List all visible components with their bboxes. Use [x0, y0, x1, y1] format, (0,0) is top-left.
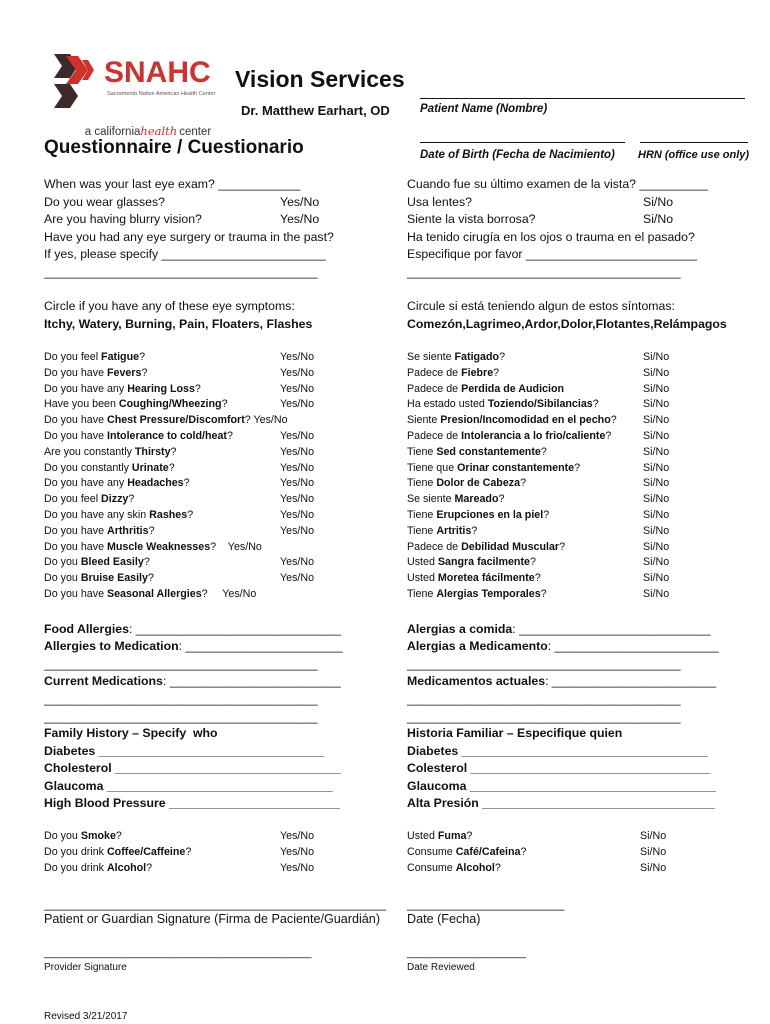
question-text: Consume: [407, 845, 456, 858]
question-text: Tiene que: [407, 461, 458, 474]
allergy-label: Medicamentos actuales: [407, 674, 546, 688]
question-text: Do you: [44, 572, 81, 585]
family-history-field[interactable]: High Blood Pressure _________________________: [44, 796, 341, 811]
question-text: Padece de: [407, 382, 462, 395]
question-text: Do you feel: [44, 351, 102, 363]
answer-option[interactable]: Si/No: [643, 509, 670, 521]
answer-option[interactable]: Si/No: [643, 461, 670, 474]
question-row: [44, 540, 262, 556]
question-text: Usted: [407, 572, 438, 585]
family-history-field[interactable]: Glaucoma _________________________________: [44, 778, 333, 793]
question-term: Hearing Loss: [127, 382, 195, 395]
question-text: Se siente: [407, 493, 455, 506]
allergy-field[interactable]: ________________________________________: [407, 657, 681, 671]
question-text: Tiene: [407, 509, 437, 521]
question-term: Headaches: [127, 477, 184, 490]
question-text: Consume: [407, 861, 456, 874]
question-row: [44, 861, 152, 877]
question-end[interactable]: ?: [543, 509, 550, 521]
question-end[interactable]: ?: [520, 477, 527, 490]
allergy-row[interactable]: [44, 638, 343, 656]
answer-option[interactable]: Si/No: [643, 524, 670, 537]
question-row: [407, 587, 547, 603]
question-end[interactable]: ?: [605, 430, 612, 442]
question-row: [407, 445, 547, 461]
intro-question: Especifique por favor _________________________: [407, 247, 697, 262]
question-term: Fatigue: [101, 351, 140, 363]
family-history-field[interactable]: Diabetes ____________________________________: [407, 743, 708, 758]
hrn-label: HRN (office use only): [638, 149, 750, 161]
answer-option[interactable]: Yes/No: [280, 572, 315, 585]
question-end[interactable]: ?: [148, 524, 155, 537]
answer-option[interactable]: Yes/No: [280, 861, 315, 874]
question-term: Café/Cafeina: [455, 845, 521, 858]
question-end[interactable]: ?: [185, 845, 192, 858]
question-text: Are you constantly: [44, 445, 135, 458]
question-row: [407, 829, 472, 845]
question-term: Orinar constantemente: [457, 461, 575, 474]
question-term: Mareado: [454, 493, 499, 506]
allergy-field[interactable]: ________________________________________: [407, 692, 681, 706]
question-text: Do you have any skin: [44, 509, 150, 521]
intro-question: Cuando fue su último examen de la vista? __________: [407, 177, 708, 191]
question-end[interactable]: ?: [194, 382, 201, 395]
allergy-row[interactable]: [44, 691, 318, 709]
question-end[interactable]: ?: [471, 524, 478, 537]
patient-signature-line[interactable]: __________________________________________________: [44, 897, 386, 911]
date-reviewed-label: Date Reviewed: [407, 962, 475, 973]
question-term: Perdida de Audicion: [461, 382, 565, 395]
question-row: [44, 350, 145, 366]
answer-option[interactable]: Yes/No: [280, 382, 315, 395]
logo-tagline-script: health: [140, 124, 178, 138]
question-end[interactable]: ?: [494, 861, 501, 874]
question-text: Do you feel: [44, 493, 102, 506]
question-text: Have you been: [44, 398, 119, 411]
answer-option[interactable]: Si/No: [643, 351, 670, 363]
question-term: Alcohol: [455, 861, 495, 874]
question-text: Padece de: [407, 540, 462, 553]
question-end[interactable]: ?: [466, 830, 473, 842]
question-term: Moretea fácilmente: [437, 572, 535, 585]
question-end[interactable]: ?: [493, 366, 500, 379]
question-row: [407, 476, 526, 492]
patient-name-field[interactable]: [420, 98, 745, 99]
answer-option[interactable]: Si/No: [643, 572, 670, 585]
answer-option[interactable]: Yes/No: [280, 524, 315, 537]
question-text: Do you have: [44, 524, 107, 537]
intro-question: Usa lentes?: [407, 194, 472, 209]
question-term: Fatigado: [454, 351, 500, 363]
allergy-row[interactable]: [407, 621, 711, 639]
logo-tagline-post: center: [179, 126, 212, 138]
question-row: [407, 861, 501, 877]
answer-option[interactable]: Si/No: [643, 588, 670, 600]
question-end[interactable]: ?: [520, 845, 527, 858]
question-row: [44, 571, 154, 587]
questionnaire-title: Questionnaire / Cuestionario: [44, 137, 304, 158]
question-row: [407, 555, 536, 571]
question-text: Tiene: [407, 588, 437, 600]
question-end[interactable]: ?: [499, 351, 506, 363]
answer-option[interactable]: Yes/No: [280, 351, 315, 363]
question-end[interactable]: ?: [168, 461, 175, 474]
question-row: [407, 413, 617, 429]
question-row: [407, 524, 477, 540]
answer-option[interactable]: Yes/No: [280, 477, 315, 490]
question-row: [407, 429, 611, 445]
allergy-field[interactable]: : _________________________: [162, 674, 341, 688]
snahc-logo: [44, 46, 234, 138]
allergy-field[interactable]: ________________________________________: [44, 710, 318, 724]
question-text: Tiene: [407, 445, 437, 458]
question-term: Fiebre: [461, 366, 494, 379]
question-text: Do you drink: [44, 845, 107, 858]
intro-question: ________________________________________: [407, 265, 681, 279]
answer-option[interactable]: Yes/No: [280, 845, 315, 858]
question-term: Bruise Easily: [80, 572, 148, 585]
answer-option[interactable]: Si/No: [640, 845, 667, 858]
answer-option[interactable]: Si/No: [643, 366, 670, 379]
hrn-field[interactable]: [640, 142, 748, 143]
question-end[interactable]: ?: [139, 351, 146, 363]
answer-option[interactable]: Si/No: [643, 430, 670, 442]
question-text: Do you drink: [44, 861, 107, 874]
allergy-row[interactable]: [44, 673, 341, 691]
doctor-name: Dr. Matthew Earhart, OD: [241, 103, 390, 118]
allergy-label: Current Medications: [44, 674, 163, 688]
allergy-row[interactable]: [407, 691, 681, 709]
question-row: [407, 540, 565, 556]
answer-option[interactable]: Yes/No: [280, 461, 315, 474]
answer-option[interactable]: Si/No: [643, 477, 670, 490]
question-text: Do you: [44, 556, 81, 569]
intro-question: Ha tenido cirugía en los ojos o trauma en el pasado?: [407, 229, 695, 244]
answer-option[interactable]: Si/No: [643, 212, 674, 227]
allergy-row[interactable]: [44, 656, 318, 674]
question-term: Bleed Easily: [80, 556, 144, 569]
answer-option[interactable]: Si/No: [643, 556, 670, 569]
question-end[interactable]: ?: [141, 366, 148, 379]
question-end[interactable]: ?: [574, 461, 581, 474]
answer-option[interactable]: Si/No: [643, 540, 670, 553]
question-text: Tiene: [407, 524, 437, 537]
question-text: Ha estado usted: [407, 398, 488, 411]
question-term: Dizzy: [101, 493, 129, 506]
question-text: Do you have any: [44, 477, 128, 490]
question-end[interactable]: ?: [529, 556, 536, 569]
question-row: [44, 508, 193, 524]
allergy-row[interactable]: [407, 673, 716, 691]
question-row: [407, 571, 541, 587]
dob-label: Date of Birth (Fecha de Nacimiento): [420, 149, 615, 161]
family-history-field[interactable]: Diabetes _________________________________: [44, 743, 325, 758]
question-end[interactable]: ?: [146, 861, 153, 874]
intro-question: Have you had any eye surgery or trauma in the past?: [44, 229, 334, 244]
intro-question: Do you wear glasses?: [44, 194, 165, 209]
symptoms-list-en[interactable]: Itchy, Watery, Burning, Pain, Floaters, Flashes: [44, 317, 313, 331]
answer-option[interactable]: Yes/No: [280, 509, 315, 521]
question-term: Alergias Temporales: [436, 588, 541, 600]
question-term: Chest Pressure/Discomfort: [106, 414, 245, 427]
question-row: [407, 350, 505, 366]
question-end[interactable]: ?: [143, 556, 150, 569]
question-term: Rashes: [149, 509, 188, 521]
answer-option[interactable]: Si/No: [643, 398, 670, 411]
question-term: Urinate: [131, 461, 169, 474]
answer-option[interactable]: Si/No: [643, 445, 670, 458]
question-end[interactable]: ?: [559, 540, 566, 553]
logo-name: SNAHC: [104, 56, 211, 89]
intro-question: Are you having blurry vision?: [44, 212, 202, 227]
allergy-row[interactable]: [44, 709, 318, 727]
question-end[interactable]: ?: [187, 509, 194, 521]
question-row: [407, 382, 564, 398]
question-end[interactable]: ?: [170, 445, 177, 458]
provider-signature-line[interactable]: _____________________________________________: [44, 947, 312, 959]
question-end[interactable]: ?: [592, 398, 599, 411]
question-end[interactable]: ?: [534, 572, 541, 585]
question-row: [407, 461, 580, 477]
allergy-field[interactable]: : _______________________: [178, 639, 343, 653]
question-end[interactable]: ?: [540, 445, 547, 458]
logo-tagline-pre: a california: [84, 126, 141, 138]
allergy-label: Food Allergies: [44, 622, 129, 636]
question-row: [44, 397, 228, 413]
question-end[interactable]: ?: [221, 398, 228, 411]
question-row: [44, 461, 175, 477]
question-term: Dolor de Cabeza: [436, 477, 521, 490]
question-end[interactable]: ?: [115, 830, 122, 842]
answer-option[interactable]: Si/No: [643, 493, 670, 506]
question-row: [44, 382, 201, 398]
allergy-row[interactable]: [407, 709, 681, 727]
allergy-field[interactable]: : ________________________: [545, 674, 717, 688]
question-text: Siente: [407, 414, 441, 427]
question-end[interactable]: ? Yes/No: [201, 588, 257, 600]
question-row: [44, 429, 233, 445]
allergy-field[interactable]: : ____________________________: [512, 622, 711, 636]
question-text: Tiene: [407, 477, 437, 490]
question-term: Presion/Incomodidad en el pecho: [440, 414, 611, 427]
symptoms-prompt-es: Circule si está teniendo algun de estos síntomas:: [407, 299, 675, 313]
allergy-label: Allergies to Medication: [44, 639, 179, 653]
symptoms-prompt-en: Circle if you have any of these eye symptoms:: [44, 299, 295, 313]
family-history-field[interactable]: Colesterol ___________________________________: [407, 761, 710, 776]
question-row: [44, 476, 190, 492]
answer-option[interactable]: Yes/No: [280, 830, 315, 842]
question-text: Do you have: [44, 588, 107, 600]
question-row: [44, 492, 134, 508]
symptoms-list-es[interactable]: Comezón,Lagrimeo,Ardor,Dolor,Flotantes,Relámpagos: [407, 317, 727, 331]
question-end[interactable]: ?: [226, 430, 233, 442]
allergy-field[interactable]: : ________________________: [547, 639, 719, 653]
question-term: Fuma: [437, 830, 467, 842]
question-text: Do you constantly: [44, 461, 132, 474]
answer-option[interactable]: Yes/No: [280, 366, 315, 379]
question-term: Coughing/Wheezing: [118, 398, 222, 411]
question-term: Sed constantemente: [436, 445, 541, 458]
question-end[interactable]: ? Yes/No: [244, 414, 288, 427]
patient-signature-label: Patient or Guardian Signature (Firma de Paciente/Guardián): [44, 912, 381, 926]
question-text: Do you have: [44, 430, 107, 442]
question-text: Usted: [407, 830, 438, 842]
answer-option[interactable]: Yes/No: [280, 493, 315, 506]
allergy-field[interactable]: ________________________________________: [407, 710, 681, 724]
question-text: Usted: [407, 556, 438, 569]
question-row: [407, 397, 599, 413]
question-row: [44, 366, 147, 382]
question-term: Toziendo/Sibilancias: [487, 398, 593, 411]
question-end[interactable]: ?: [128, 493, 135, 506]
question-term: Muscle Weaknesses: [106, 540, 211, 553]
intro-question: If yes, please specify ________________________: [44, 247, 326, 262]
allergy-label: Alergias a comida: [407, 622, 513, 636]
allergy-row[interactable]: [44, 621, 341, 639]
question-term: Alcohol: [106, 861, 147, 874]
question-term: Seasonal Allergies: [106, 588, 202, 600]
allergy-field[interactable]: ________________________________________: [44, 657, 318, 671]
question-text: Se siente: [407, 351, 455, 363]
question-row: [44, 829, 122, 845]
question-row: [44, 587, 256, 603]
answer-option[interactable]: Si/No: [640, 830, 667, 842]
date-signature-label: Date (Fecha): [407, 912, 481, 926]
date-signature-line[interactable]: _______________________: [407, 897, 565, 911]
question-text: Padece de: [407, 430, 462, 442]
question-row: [407, 845, 526, 861]
question-term: Erupciones en la piel: [436, 509, 544, 521]
family-history-field[interactable]: Glaucoma ____________________________________: [407, 778, 717, 793]
question-term: Sangra facilmente: [437, 556, 530, 569]
answer-option[interactable]: Yes/No: [280, 556, 315, 569]
intro-question: Siente la vista borrosa?: [407, 212, 536, 227]
question-text: Do you have: [44, 414, 107, 427]
allergy-field[interactable]: : ______________________________: [128, 622, 341, 636]
question-row: [407, 366, 499, 382]
question-row: [44, 845, 191, 861]
question-term: Debilidad Muscular: [461, 540, 560, 553]
question-term: Intolerance to cold/heat: [106, 430, 227, 442]
question-end[interactable]: ?: [540, 588, 547, 600]
question-row: [407, 508, 549, 524]
question-row: [44, 413, 288, 429]
provider-signature-label: Provider Signature: [44, 962, 127, 973]
revised-date: Revised 3/21/2017: [44, 1011, 128, 1022]
family-history-title: Historia Familiar – Especifique quien: [407, 726, 623, 740]
family-history-field[interactable]: Alta Presión __________________________________: [407, 796, 715, 811]
family-history-field[interactable]: Cholesterol _________________________________: [44, 761, 341, 776]
question-end[interactable]: ? Yes/No: [210, 540, 262, 553]
family-history-title: Family History – Specify who: [44, 726, 218, 740]
question-term: Fevers: [106, 366, 142, 379]
answer-option[interactable]: Yes/No: [280, 445, 315, 458]
question-end[interactable]: ?: [498, 493, 505, 506]
answer-option[interactable]: Si/No: [643, 194, 674, 209]
question-end[interactable]: ?: [610, 414, 617, 427]
intro-question: When was your last eye exam? ____________: [44, 177, 301, 191]
question-row: [44, 445, 177, 461]
allergy-row[interactable]: [407, 656, 681, 674]
question-row: [407, 492, 504, 508]
patient-name-label: Patient Name (Nombre): [420, 103, 548, 115]
page-title: Vision Services: [235, 66, 405, 92]
answer-option[interactable]: Si/No: [643, 382, 670, 395]
question-term: Arthritis: [106, 524, 149, 537]
dob-field[interactable]: [420, 142, 625, 143]
question-term: Coffee/Caffeine: [106, 845, 186, 858]
intro-question: ________________________________________: [44, 265, 318, 279]
answer-option[interactable]: Si/No: [640, 861, 667, 874]
allergy-row[interactable]: [407, 638, 719, 656]
question-term: Intolerancia a lo frio/caliente: [461, 430, 606, 442]
question-end[interactable]: ?: [147, 572, 154, 585]
answer-option[interactable]: Yes/No: [280, 212, 320, 227]
allergy-field[interactable]: ________________________________________: [44, 692, 318, 706]
answer-option[interactable]: Yes/No: [280, 430, 315, 442]
question-row: [44, 555, 150, 571]
question-text: Do you have: [44, 540, 107, 553]
allergy-label: Alergias a Medicamento: [407, 639, 548, 653]
date-reviewed-line[interactable]: ____________________: [407, 947, 526, 959]
logo-subtitle: Sacramento Native American Health Center: [107, 91, 216, 97]
question-text: Do you have: [44, 366, 107, 379]
answer-option[interactable]: Si/No: [643, 414, 670, 427]
question-end[interactable]: ?: [183, 477, 190, 490]
question-term: Thirsty: [134, 445, 171, 458]
answer-option[interactable]: Yes/No: [280, 398, 315, 411]
question-term: Artritis: [436, 524, 472, 537]
question-text: Do you: [44, 830, 81, 842]
question-text: Do you have any: [44, 382, 128, 395]
question-text: Padece de: [407, 366, 462, 379]
question-row: [44, 524, 155, 540]
answer-option[interactable]: Yes/No: [280, 194, 320, 209]
question-term: Smoke: [80, 830, 116, 842]
